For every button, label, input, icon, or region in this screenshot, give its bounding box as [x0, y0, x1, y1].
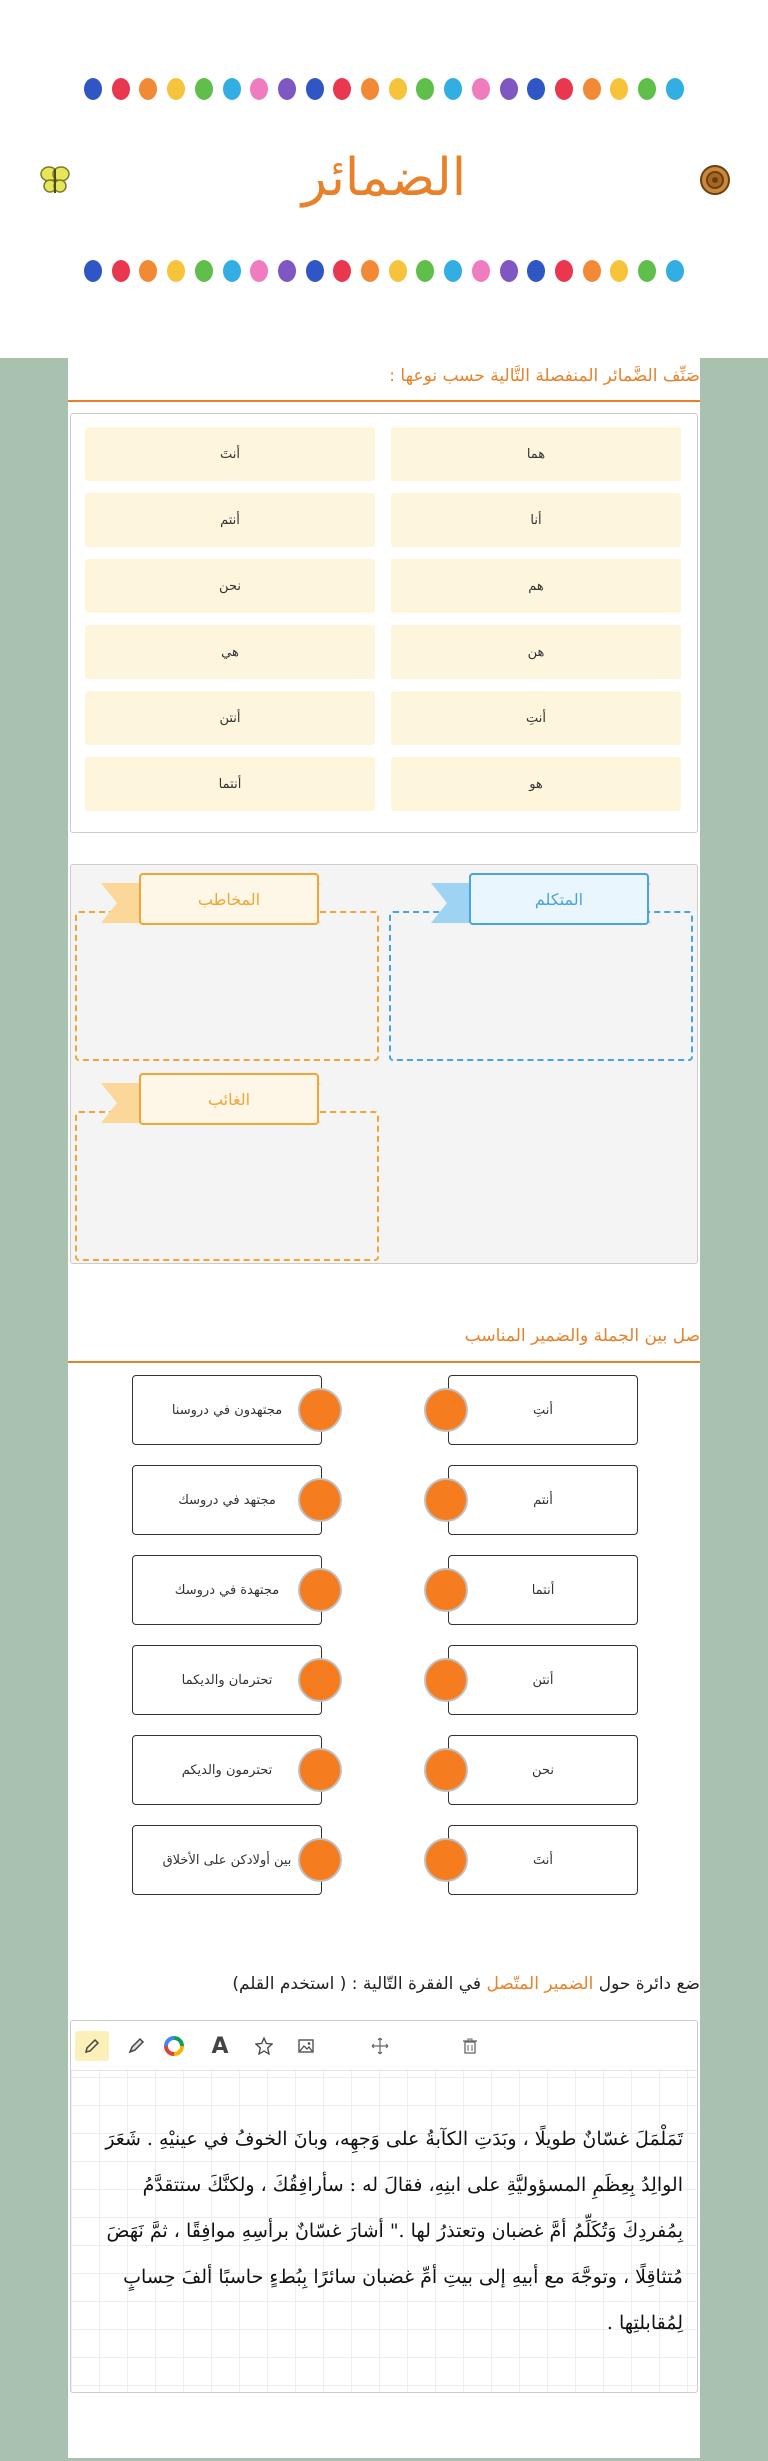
move-icon[interactable]	[363, 2031, 397, 2061]
drawing-toolbar	[71, 2021, 698, 2071]
match-sentence: تحترمون والديكم	[132, 1735, 322, 1805]
decorative-dot	[500, 260, 518, 282]
decorative-dot	[306, 78, 324, 100]
label-addressee	[101, 873, 321, 931]
word-card[interactable]: أنتِ	[391, 691, 681, 745]
match-pronoun: أنتن	[448, 1645, 638, 1715]
match-sentence: بين أولادكن على الأخلاق	[132, 1825, 322, 1895]
decorative-dot	[139, 78, 157, 100]
marker-icon[interactable]	[119, 2031, 153, 2061]
word-card[interactable]: أنا	[391, 493, 681, 547]
match-connector-left[interactable]	[298, 1568, 342, 1612]
match-sentence: مجتهدة في دروسك	[132, 1555, 322, 1625]
word-card[interactable]: أنتَ	[85, 427, 375, 481]
decorative-dot	[416, 78, 434, 100]
decorative-dot	[555, 260, 573, 282]
word-bank	[70, 413, 698, 833]
decorative-dot	[416, 260, 434, 282]
section-divider	[68, 400, 700, 402]
drawing-canvas[interactable]	[70, 2020, 698, 2393]
decorative-dot	[167, 260, 185, 282]
match-sentence: مجتهد في دروسك	[132, 1465, 322, 1535]
decorative-dot	[223, 78, 241, 100]
match-pronoun: أنتم	[448, 1465, 638, 1535]
word-card[interactable]: أنتن	[85, 691, 375, 745]
decorative-dot	[666, 260, 684, 282]
instruction-text-end: في الفقرة التّالية : ( استخدم القلم)	[232, 1974, 482, 1994]
decorative-dot	[472, 78, 490, 100]
text-icon[interactable]: A	[211, 2033, 229, 2059]
image-icon[interactable]	[289, 2031, 323, 2061]
instruction-highlight: الضمير المتّصل	[486, 1974, 594, 1994]
story-passage: تَمَلْمَلَ غسّانٌ طويلًا ، وبَدَتِ الكآبةُ على وَجهِه، وبانَ الخوفُ في عينيْهِ . شَعَرَ الوالِدُ بِعِظَمِ المسؤوليَّةِ على ابنِهِ، فقالَ له : سأرافِقُكَ ، ولكنَّكَ ستتقدَّمُ بِمُفردِكَ وَتُكَلِّمُ أمَّ غضبان وتعتذرُ لها ." أشارَ غسّانٌ برأسِهِ موافِقًا ، ثمَّ نَهَضَ مُتثاقِلًا ، وتوجَّهَ مع أبيهِ إلى بيتِ أمِّ غضبان سائرًا بِبُطءٍ حاسبًا ألفَ حِسابٍ لِمُقابلتِها .	[105, 2128, 683, 2334]
match-pronoun: أنتِ	[448, 1375, 638, 1445]
decorative-dot	[389, 78, 407, 100]
decorative-dot	[444, 260, 462, 282]
match-sentence: تحترمان والديكما	[132, 1645, 322, 1715]
word-card[interactable]: هما	[391, 427, 681, 481]
match-connector-right[interactable]	[424, 1568, 468, 1612]
word-card[interactable]: نحن	[85, 559, 375, 613]
instruction-text: ضع دائرة حول	[598, 1974, 700, 1994]
decorative-dot	[84, 78, 102, 100]
section-divider	[68, 1361, 700, 1363]
decorative-dot	[527, 78, 545, 100]
decorative-dot	[112, 260, 130, 282]
section-match-title: صل بين الجملة والضمير المناسب	[464, 1326, 700, 1346]
match-connector-left[interactable]	[298, 1478, 342, 1522]
classification-area	[70, 864, 698, 1264]
decorative-dot	[139, 260, 157, 282]
decorative-dot	[389, 260, 407, 282]
match-sentence: مجتهدون في دروسنا	[132, 1375, 322, 1445]
drop-zone-speaker[interactable]	[389, 911, 693, 1061]
match-connector-left[interactable]	[298, 1838, 342, 1882]
color-wheel-icon[interactable]	[157, 2031, 191, 2061]
decorative-dot	[223, 260, 241, 282]
decorative-dot	[333, 260, 351, 282]
decorative-dot	[112, 78, 130, 100]
decorative-dot	[167, 78, 185, 100]
decorative-dot	[195, 78, 213, 100]
decorative-dot	[666, 78, 684, 100]
circle-instruction	[68, 1974, 700, 1994]
decorative-dot	[472, 260, 490, 282]
worksheet-body	[68, 358, 700, 2458]
flower-icon	[698, 163, 732, 197]
dots-border-top	[0, 78, 768, 100]
decorative-dot	[333, 78, 351, 100]
match-connector-left[interactable]	[298, 1748, 342, 1792]
match-connector-left[interactable]	[298, 1388, 342, 1432]
decorative-dot	[583, 260, 601, 282]
decorative-dot	[500, 78, 518, 100]
word-card[interactable]: هم	[391, 559, 681, 613]
match-pronoun: نحن	[448, 1735, 638, 1805]
decorative-dot	[638, 260, 656, 282]
match-connector-left[interactable]	[298, 1658, 342, 1702]
match-connector-right[interactable]	[424, 1388, 468, 1432]
page-title: الضمائر	[301, 148, 467, 208]
absent-label: الغائب	[139, 1073, 319, 1125]
decorative-dot	[610, 260, 628, 282]
star-icon[interactable]	[247, 2031, 281, 2061]
drop-zone-absent[interactable]	[75, 1111, 379, 1261]
match-connector-right[interactable]	[424, 1658, 468, 1702]
decorative-dot	[583, 78, 601, 100]
label-absent	[101, 1073, 321, 1131]
match-pronoun: أنتما	[448, 1555, 638, 1625]
match-pronoun: أنتَ	[448, 1825, 638, 1895]
decorative-dot	[250, 78, 268, 100]
match-connector-right[interactable]	[424, 1478, 468, 1522]
decorative-dot	[195, 260, 213, 282]
word-card[interactable]: هن	[391, 625, 681, 679]
decorative-dot	[84, 260, 102, 282]
decorative-dot	[527, 260, 545, 282]
match-connector-right[interactable]	[424, 1748, 468, 1792]
word-card[interactable]: هي	[85, 625, 375, 679]
dots-border-bottom	[0, 260, 768, 282]
decorative-dot	[278, 78, 296, 100]
decorative-dot	[555, 78, 573, 100]
worksheet-header	[0, 0, 768, 358]
word-card[interactable]: أنتما	[85, 757, 375, 811]
decorative-dot	[444, 78, 462, 100]
decorative-dot	[361, 78, 379, 100]
decorative-dot	[278, 260, 296, 282]
addressee-label: المخاطب	[139, 873, 319, 925]
section-classify-title: صَنِّف الضَّمائر المنفصلة التَّالية حسب نوعها :	[389, 366, 700, 386]
decorative-dot	[638, 78, 656, 100]
trash-icon[interactable]	[453, 2031, 487, 2061]
drop-zone-addressee[interactable]	[75, 911, 379, 1061]
speaker-label: المتكلم	[469, 873, 649, 925]
label-speaker	[431, 873, 651, 931]
pencil-icon[interactable]	[75, 2031, 109, 2061]
word-card[interactable]: أنتم	[85, 493, 375, 547]
decorative-dot	[250, 260, 268, 282]
word-card[interactable]: هو	[391, 757, 681, 811]
decorative-dot	[610, 78, 628, 100]
decorative-dot	[306, 260, 324, 282]
decorative-dot	[361, 260, 379, 282]
match-connector-right[interactable]	[424, 1838, 468, 1882]
